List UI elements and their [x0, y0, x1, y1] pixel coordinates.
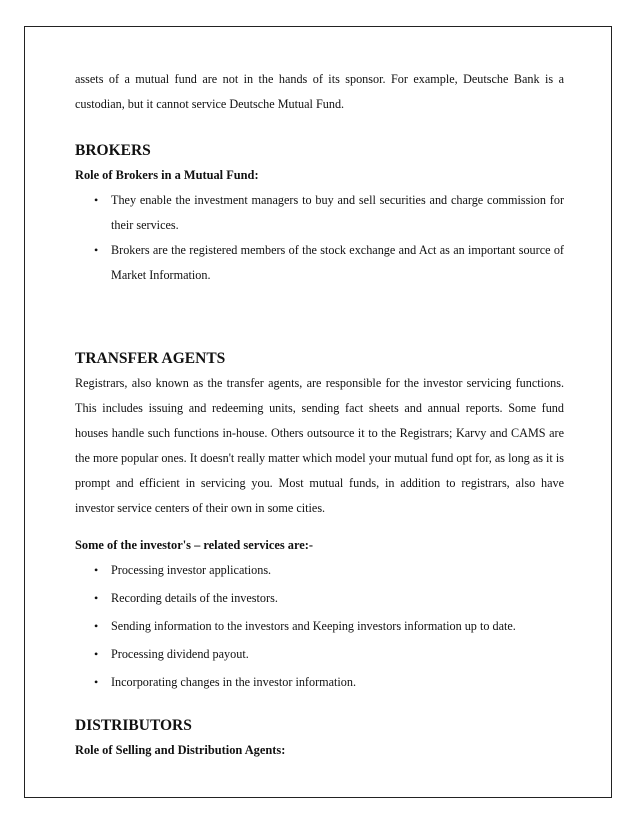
list-item-text: They enable the investment managers to buy and sell securities and charge commission for their services.	[111, 193, 564, 232]
brokers-subheading: Role of Brokers in a Mutual Fund:	[75, 168, 259, 182]
list-item-text: Incorporating changes in the investor information.	[111, 675, 357, 689]
brokers-list	[75, 188, 564, 288]
list-item-text: Processing dividend payout.	[111, 647, 249, 661]
bullet-icon: •	[94, 591, 99, 605]
intro-paragraph: assets of a mutual fund are not in the hands of its sponsor. For example, Deutsche Bank is a custodian, but it cannot service Deutsche Mutual Fund.	[75, 72, 564, 111]
list-item-text: Sending information to the investors and Keeping investors information up to date.	[111, 619, 516, 633]
bullet-icon: •	[94, 563, 99, 577]
list-item	[75, 670, 564, 694]
section-spacer	[75, 288, 564, 347]
bullet-icon: •	[94, 243, 99, 257]
services-list	[75, 558, 564, 694]
list-item	[75, 614, 564, 638]
list-item	[75, 188, 564, 238]
bullet-icon: •	[94, 619, 99, 633]
list-item	[75, 586, 564, 610]
list-item-text: Brokers are the registered members of the stock exchange and Act as an important source of Market Information.	[111, 243, 564, 282]
list-item	[75, 238, 564, 288]
distributors-heading: DISTRIBUTORS	[75, 717, 192, 734]
transfer-agents-heading: TRANSFER AGENTS	[75, 350, 226, 367]
list-item-text: Recording details of the investors.	[111, 591, 278, 605]
list-item	[75, 642, 564, 666]
distributors-subheading: Role of Selling and Distribution Agents:	[75, 743, 286, 757]
transfer-agents-paragraph: Registrars, also known as the transfer agents, are responsible for the investor servicing functions. This includes issuing and redeeming units, sending fact sheets and annual reports. Some fund houses handle such functions in-house. Others outsource it to the Registrars; Karvy and CAMS are the more popular ones. It doesn't really matter which model your mutual fund opt for, as long as it is prompt and efficient in servicing you. Most mutual funds, in addition to registrars, also have investor service centers of their own in some cities.	[75, 376, 564, 515]
bullet-icon: •	[94, 193, 99, 207]
list-item-text: Processing investor applications.	[111, 563, 272, 577]
bullet-icon: •	[94, 675, 99, 689]
brokers-heading: BROKERS	[75, 142, 151, 159]
bullet-icon: •	[94, 647, 99, 661]
services-subheading: Some of the investor's – related services are:-	[75, 538, 313, 552]
list-item	[75, 558, 564, 582]
document-body	[75, 67, 564, 763]
